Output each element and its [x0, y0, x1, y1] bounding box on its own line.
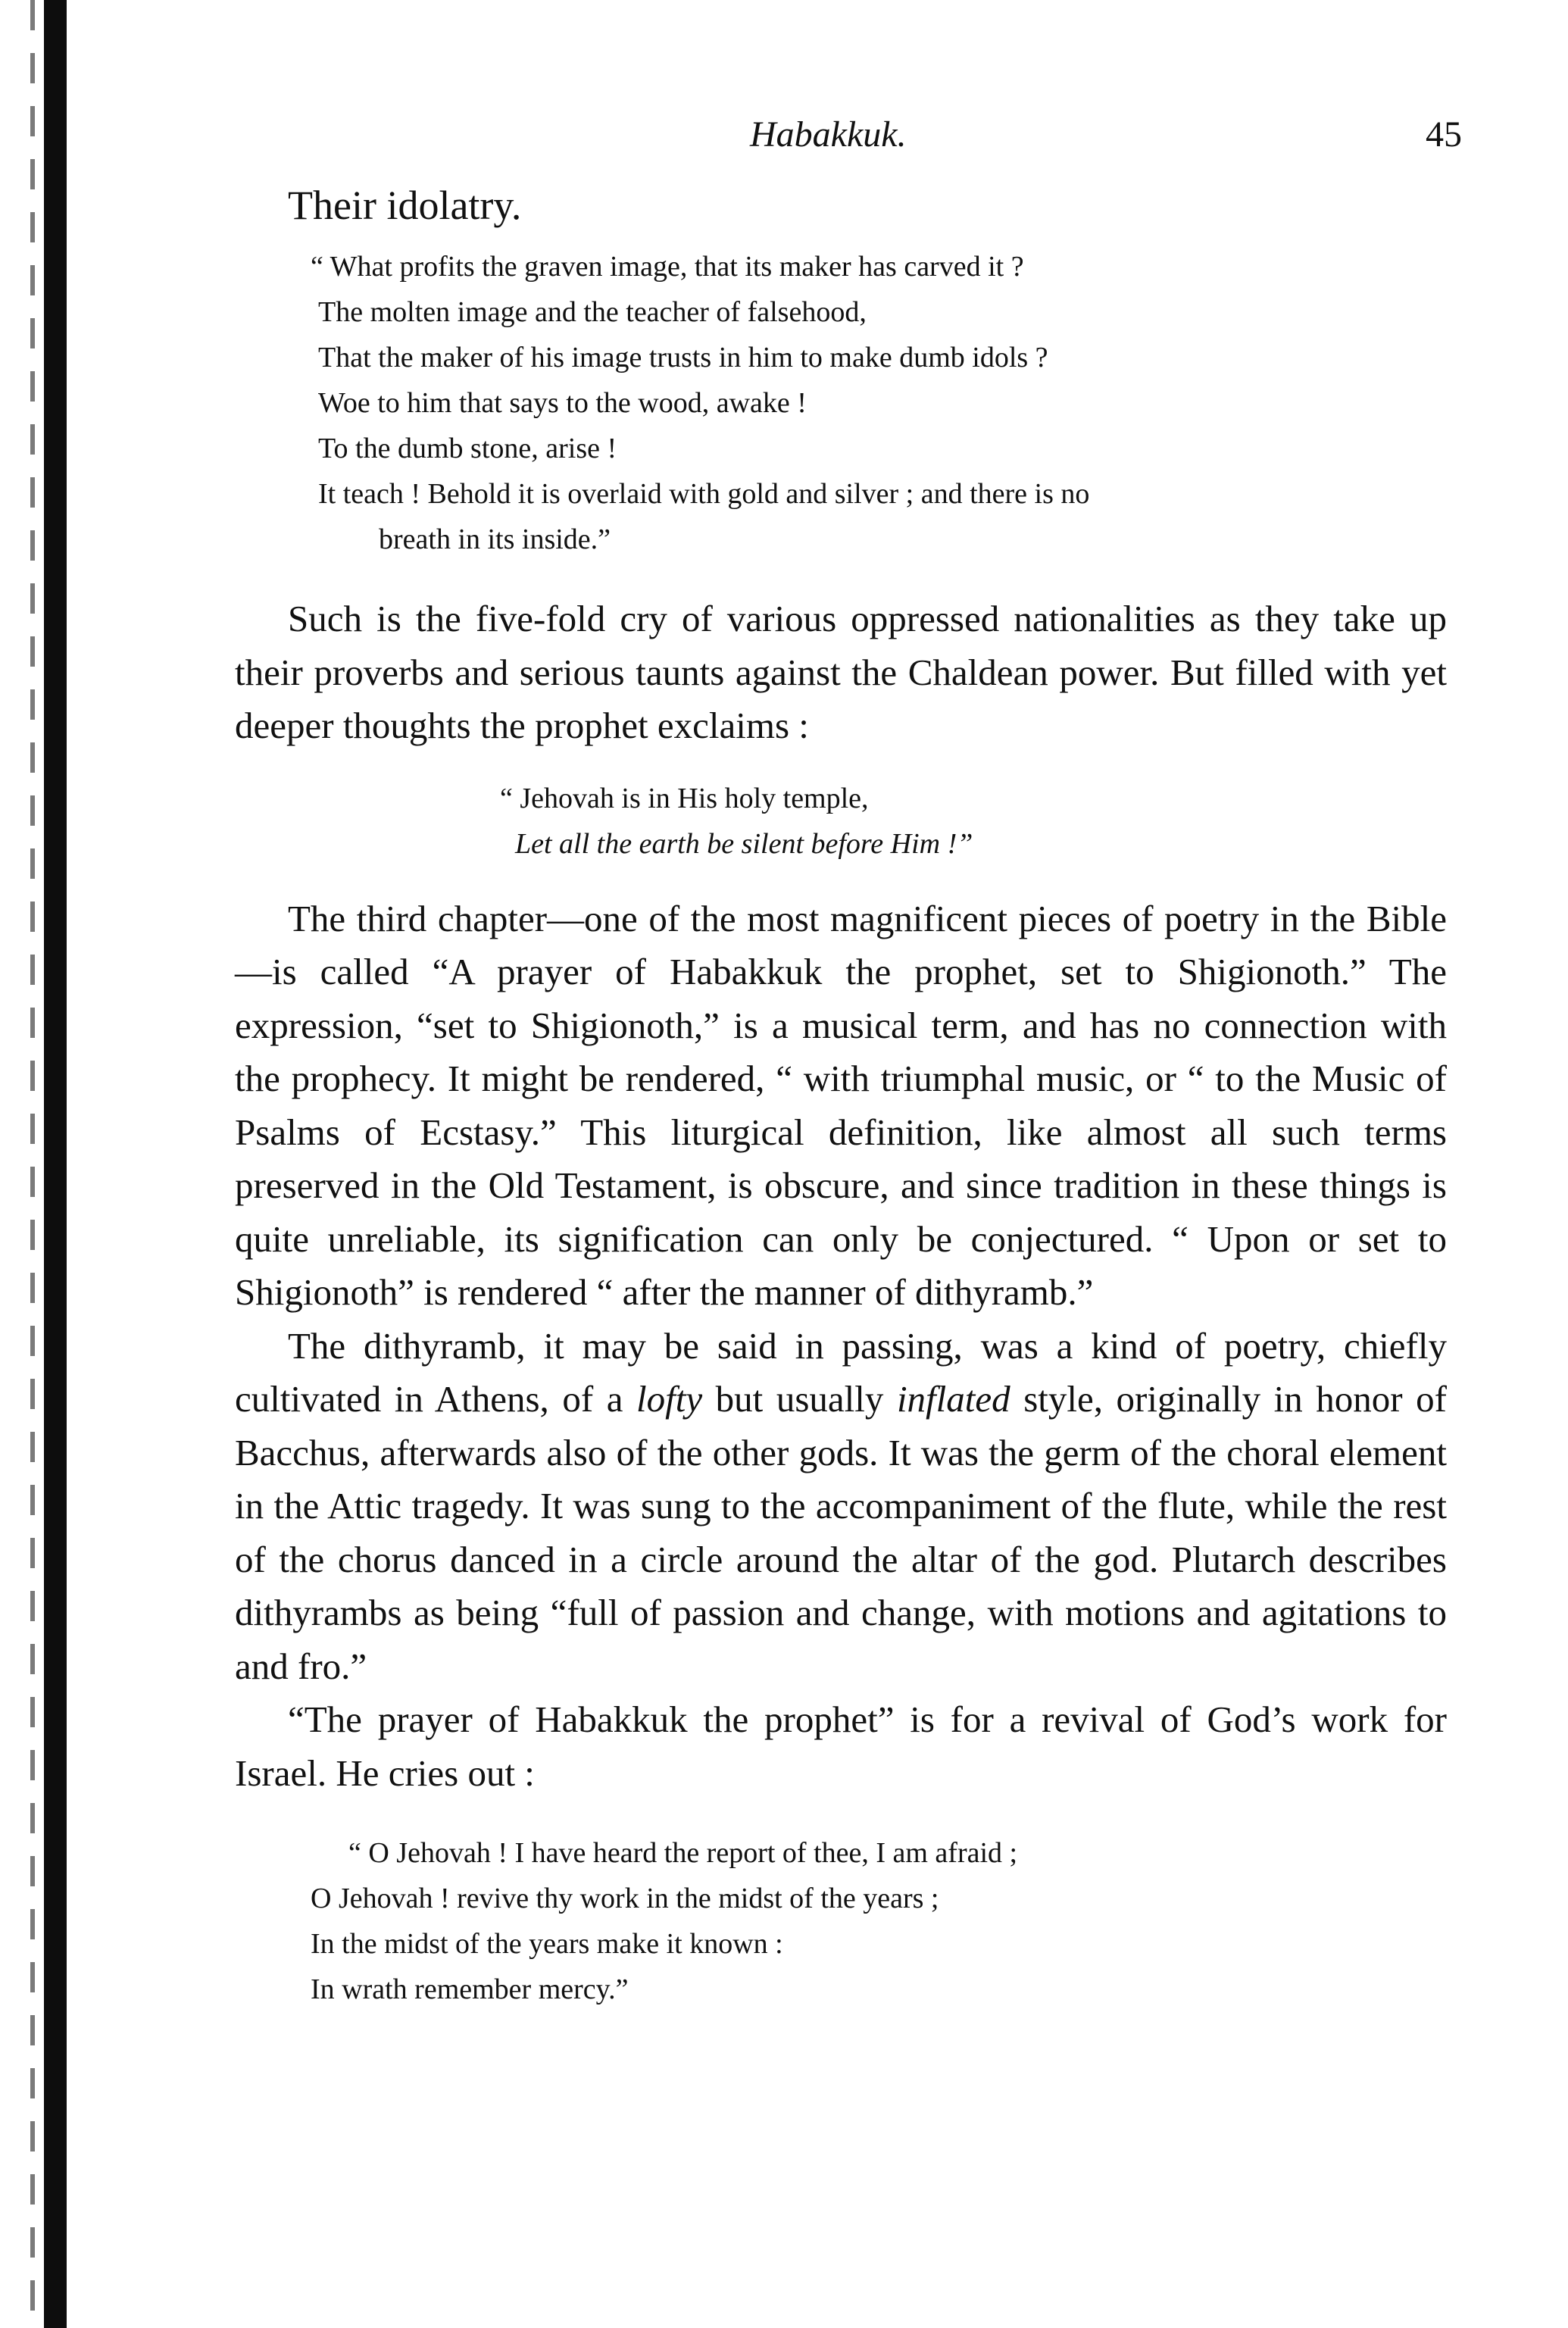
verse-line: breath in its inside.” — [379, 523, 611, 555]
verse-line: To the dumb stone, arise ! — [318, 433, 617, 464]
verse-line: It teach ! Behold it is overlaid with gold and silver ; and there is no — [318, 478, 1090, 510]
section-heading: Their idolatry. — [288, 183, 522, 228]
binding-shadow — [30, 0, 35, 2328]
running-head — [235, 98, 1462, 167]
verse-line: “ O Jehovah ! I have heard the report of thee, I am afraid ; — [348, 1837, 1018, 1869]
emphasis-inflated: inflated — [896, 1378, 1010, 1420]
verse-line: The molten image and the teacher of falsehood, — [318, 296, 867, 328]
verse-line: In the midst of the years make it known : — [311, 1928, 783, 1960]
quote-line: “ Jehovah is in His holy temple, — [500, 782, 869, 814]
verse-line: “ What profits the graven image, that its maker has carved it ? — [311, 251, 1024, 283]
verse-line: Woe to him that says to the wood, awake ! — [318, 387, 807, 419]
running-title: Habakkuk. — [750, 114, 907, 155]
verse-line: In wrath remember mercy.” — [311, 1973, 629, 2005]
para3-text: The dithyramb, it may be said in passing, was a kind of poetry, chiefly cultivated in Athens, of a — [235, 1324, 1447, 1420]
page-number: 45 — [1426, 114, 1462, 155]
emphasis-lofty: lofty — [636, 1378, 703, 1420]
paragraph-third-chapter: The third chapter—one of the most magnificent pieces of poetry in the Bible—is called “A prayer of Habakkuk the prophet, set to Shigionoth.” The expression, “set to Shigionoth,” is a musical term, and has no connection with the prophecy. It might be rendered, “ with triumphal music, or “ to the Music of Psalms of Ecstasy.” This liturgical definition, like almost all such terms preserved in the Old Testament, is obscure, and since tradition in these things is quite unreliable, its signification can only be conjectured. “ Upon or set to Shigionoth” is rendered “ after the manner of dithyramb.” — [235, 897, 1447, 1313]
quote-line: Let all the earth be silent before Him !” — [515, 827, 973, 860]
para3-text: but usually — [702, 1378, 897, 1420]
paragraph-dithyramb — [235, 1320, 1447, 1694]
para3-text: style, originally in honor of Bacchus, afterwards also of the other gods. It was the germ of the choral element in the Attic tragedy. It was sung to the accompaniment of the flute, while the rest of the chorus danced in a circle around the altar of the god. Plutarch describes dithyrambs as being “full of passion and change, with motions and agitations to and fro.” — [235, 1378, 1447, 1687]
paragraph-prayer: “The prayer of Habakkuk the prophet” is for a revival of God’s work for Israel. He cries out : — [235, 1698, 1447, 1794]
verse-line: O Jehovah ! revive thy work in the midst of the years ; — [311, 1883, 939, 1914]
verse-block-prayer — [235, 1830, 1447, 2012]
verse-block-idolatry — [235, 244, 1447, 562]
verse-line: That the maker of his image trusts in him to make dumb idols ? — [318, 342, 1048, 373]
quote-jehovah-temple — [235, 776, 1447, 867]
page-content — [235, 98, 1462, 2012]
paragraph-fivefold-cry: Such is the five-fold cry of various oppressed nationalities as they take up their proverbs and serious taunts against the Chaldean power. But filled with yet deeper thoughts the prophet exclaims : — [235, 598, 1447, 746]
page-gutter — [44, 0, 67, 2328]
